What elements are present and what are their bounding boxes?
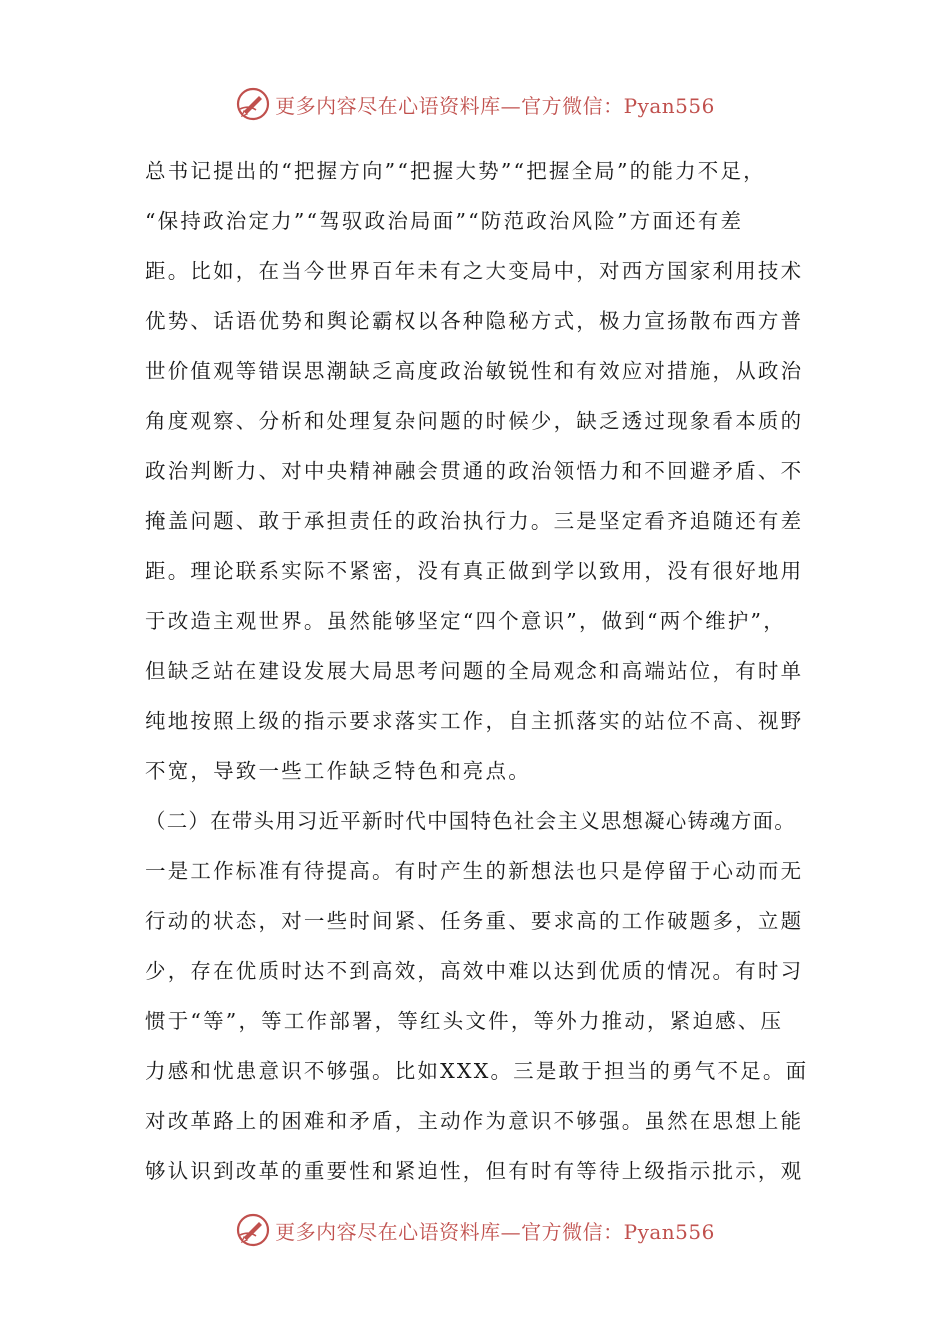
header-watermark: [0, 82, 950, 126]
pen-logo-icon: [235, 86, 271, 122]
text-line: 优势、话语优势和舆论霸权以各种隐秘方式，极力宣扬散布西方普: [145, 309, 804, 333]
text-line: 行动的状态，对一些时间紧、任务重、要求高的工作破题多，立题: [145, 909, 804, 933]
text-line: 总书记提出的“把握方向”“把握大势”“把握全局”的能力不足，: [145, 159, 766, 183]
text-line: 少，存在优质时达不到高效，高效中难以达到优质的情况。有时习: [145, 959, 804, 983]
text-line: “保持政治定力”“驾驭政治局面”“防范政治风险”方面还有差: [145, 209, 744, 233]
text-line: 掩盖问题、敢于承担责任的政治执行力。三是坚定看齐追随还有差: [145, 509, 804, 533]
watermark-text: 更多内容尽在心语资料库—官方微信：Pyan556: [275, 93, 715, 118]
watermark-text: 更多内容尽在心语资料库—官方微信：Pyan556: [275, 1219, 715, 1244]
text-line: 一是工作标准有待提高。有时产生的新想法也只是停留于心动而无: [145, 859, 804, 883]
pen-logo-icon: [235, 1212, 271, 1248]
text-line: 距。理论联系实际不紧密，没有真正做到学以致用，没有很好地用: [145, 559, 804, 583]
text-line: 于改造主观世界。虽然能够坚定“四个意识”，做到“两个维护”，: [145, 609, 786, 633]
document-body: [145, 146, 810, 1196]
text-line: 但缺乏站在建设发展大局思考问题的全局观念和高端站位，有时单: [145, 659, 804, 683]
text-line: 距。比如，在当今世界百年未有之大变局中，对西方国家利用技术: [145, 259, 804, 283]
text-line: 世价值观等错误思潮缺乏高度政治敏锐性和有效应对措施，从政治: [145, 359, 804, 383]
text-line: 纯地按照上级的指示要求落实工作，自主抓落实的站位不高、视野: [145, 709, 804, 733]
text-line: 对改革路上的困难和矛盾，主动作为意识不够强。虽然在思想上能: [145, 1109, 804, 1133]
text-line: 不宽，导致一些工作缺乏特色和亮点。: [145, 759, 531, 783]
text-line: 惯于“等”，等工作部署，等红头文件，等外力推动，紧迫感、压: [145, 1009, 784, 1033]
text-line: 力感和忧患意识不够强。比如XXX。三是敢于担当的勇气不足。面: [145, 1059, 809, 1083]
text-line: 政治判断力、对中央精神融会贯通的政治领悟力和不回避矛盾、不: [145, 459, 804, 483]
text-line: 角度观察、分析和处理复杂问题的时候少，缺乏透过现象看本质的: [145, 409, 804, 433]
text-line: 够认识到改革的重要性和紧迫性，但有时有等待上级指示批示，观: [145, 1159, 804, 1183]
footer-watermark: [0, 1208, 950, 1252]
section-heading: （二）在带头用习近平新时代中国特色社会主义思想凝心铸魂方面。: [145, 809, 796, 833]
